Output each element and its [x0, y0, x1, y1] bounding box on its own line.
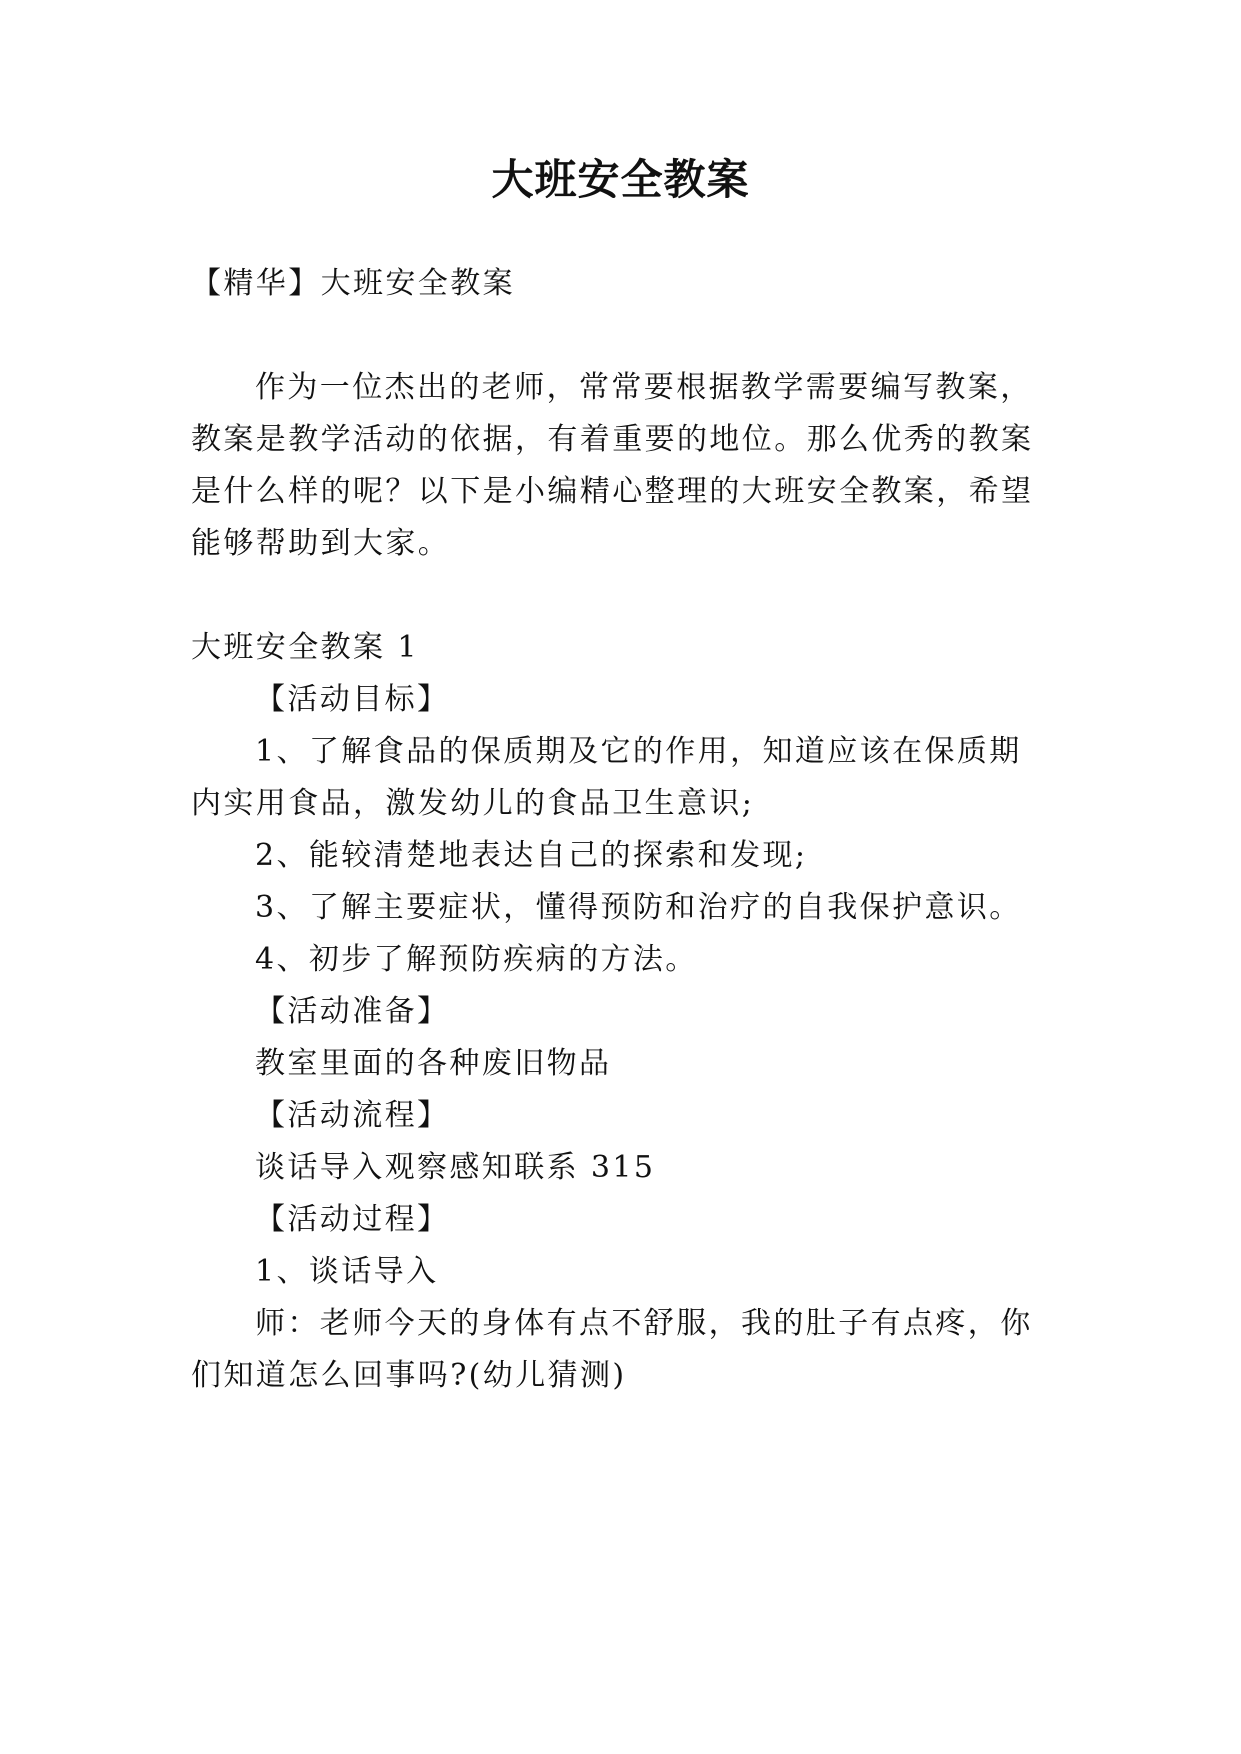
prep-heading: 【活动准备】 — [255, 994, 450, 1029]
section-heading: 大班安全教案 1 — [191, 630, 419, 665]
intro-paragraph-line: 教案是教学活动的依据，有着重要的地位。那么优秀的教案 — [191, 422, 1034, 457]
teacher-dialogue: 师：老师今天的身体有点不舒服，我的肚子有点疼，你 — [255, 1306, 1033, 1341]
document-subtitle: 【精华】大班安全教案 — [191, 266, 515, 301]
flow-heading: 【活动流程】 — [255, 1098, 450, 1133]
goal-item-continued: 内实用食品，激发幼儿的食品卫生意识; — [191, 786, 755, 821]
flow-text: 谈话导入观察感知联系 315 — [255, 1150, 656, 1185]
goal-item: 4、初步了解预防疾病的方法。 — [255, 942, 698, 977]
page-title: 大班安全教案 — [491, 155, 750, 204]
intro-paragraph-line: 是什么样的呢？以下是小编精心整理的大班安全教案，希望 — [191, 474, 1034, 509]
goal-item: 3、了解主要症状，懂得预防和治疗的自我保护意识。 — [255, 890, 1022, 925]
process-heading: 【活动过程】 — [255, 1202, 450, 1237]
intro-paragraph-line: 能够帮助到大家。 — [191, 526, 451, 561]
goal-heading: 【活动目标】 — [255, 682, 450, 717]
teacher-dialogue-continued: 们知道怎么回事吗?(幼儿猜测) — [191, 1358, 627, 1393]
prep-text: 教室里面的各种废旧物品 — [255, 1046, 612, 1081]
goal-item: 1、了解食品的保质期及它的作用，知道应该在保质期 — [255, 734, 1022, 769]
goal-item: 2、能较清楚地表达自己的探索和发现; — [255, 838, 808, 873]
process-step: 1、谈话导入 — [255, 1254, 439, 1289]
intro-paragraph-line: 作为一位杰出的老师，常常要根据教学需要编写教案， — [255, 370, 1033, 405]
